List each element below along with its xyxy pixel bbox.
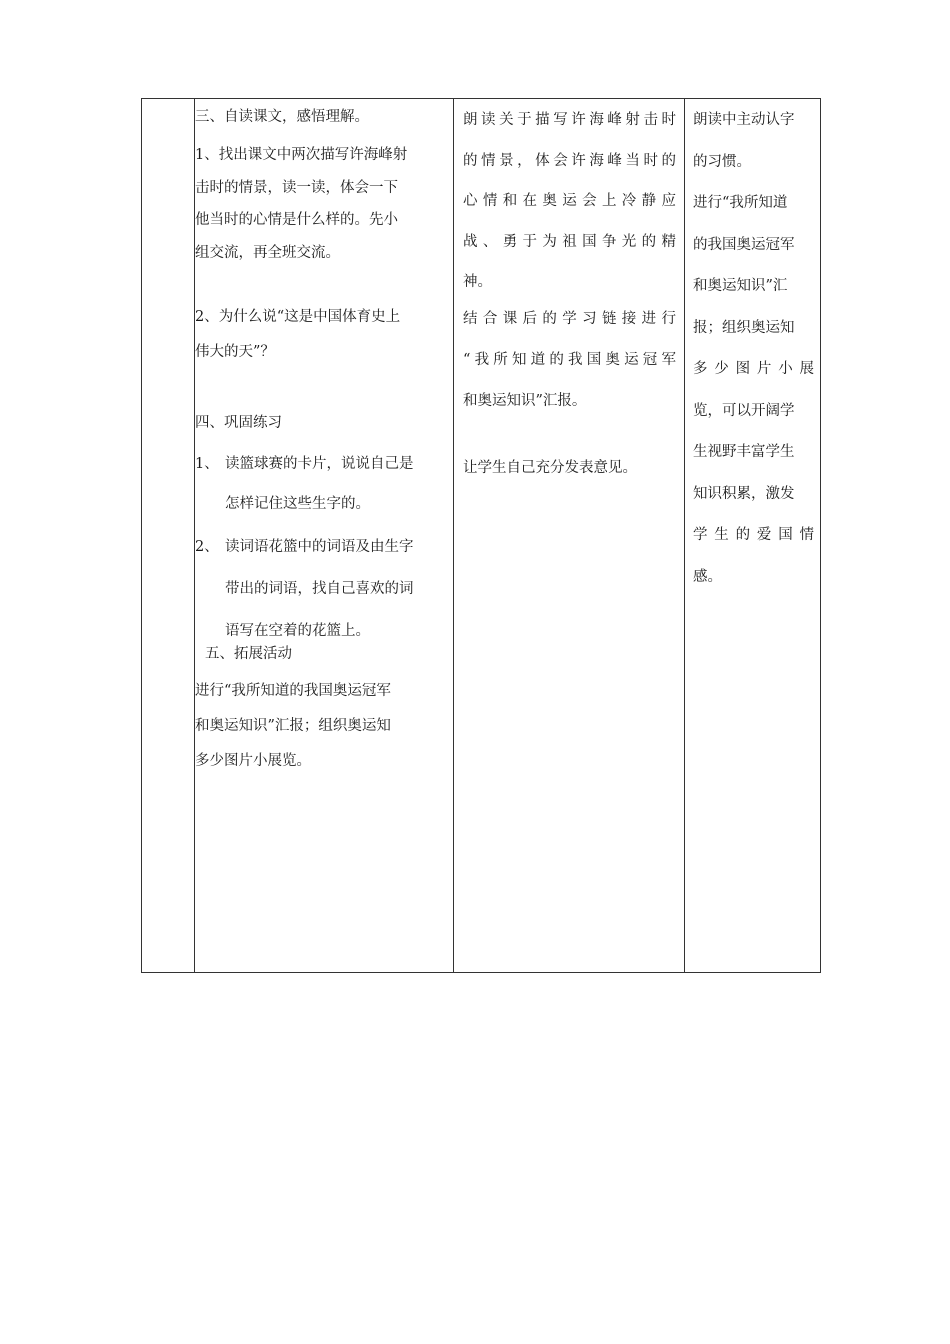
blank-first-column	[142, 99, 194, 972]
teacher-activity-column	[195, 99, 452, 972]
section-3-item-1: 1、找出课文中两次描写许海峰射 击时的情景，读一读，体会一下 他当时的心情是什么样的。先小 组交流，再全班交流。	[195, 147, 408, 261]
design-intent-text: 朗读中主动认字 的习惯。 进行“我所知道 的我国奥运冠军 和奥运知识”汇 报；组织奥运知 多少图片小展 览，可以开阔学 生视野丰富学生 知识积累，激发 学生的爱国情 感。	[693, 112, 814, 585]
student-paragraph-1: 朗读关于描写许海峰射击时 的情景，体会许海峰当时的 心情和在奥运会上冷静应 战、勇于为祖国争光的精 神。	[463, 112, 676, 290]
section-3-heading: 三、自读课文，感悟理解。	[195, 109, 369, 125]
section-4-heading: 四、巩固练习	[195, 415, 282, 431]
design-intent-column	[685, 99, 821, 972]
list-number: 2、	[195, 539, 219, 555]
section-5-heading: 五、拓展活动	[205, 646, 292, 662]
section-4-item-2: 2、 读词语花篮中的词语及由生字 带出的词语，找自己喜欢的词 语写在空着的花篮上。	[195, 526, 445, 652]
section-4-item-1: 1、 读篮球赛的卡片，说说自己是 怎样记住这些生字的。	[195, 444, 445, 524]
section-3-item-2: 2、为什么说“这是中国体育史上 伟大的天”？	[195, 309, 401, 360]
list-number: 1、	[195, 456, 219, 472]
student-paragraph-3: 让学生自己充分发表意见。	[463, 460, 637, 476]
lesson-plan-table	[141, 98, 821, 973]
section-5-body: 进行“我所知道的我国奥运冠军 和奥运知识”汇报；组织奥运知 多少图片小展览。	[195, 683, 391, 769]
student-activity-column	[454, 99, 684, 972]
student-paragraph-2: 结合课后的学习链接进行 “我所知道的我国奥运冠军 和奥运知识”汇报。	[463, 311, 676, 409]
